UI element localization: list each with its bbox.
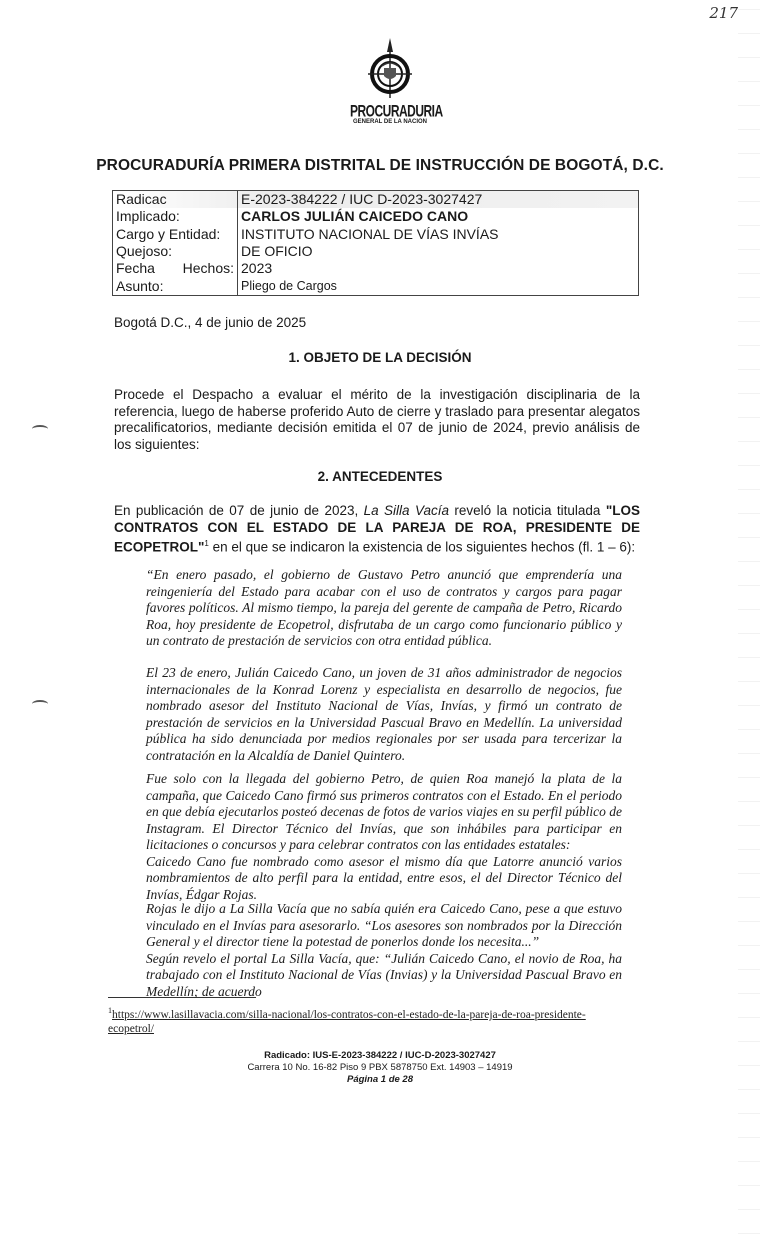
handwritten-page-number: 217	[709, 4, 738, 22]
seal-icon	[368, 38, 412, 102]
footer-page-number: Página 1 de 28	[346, 1074, 413, 1085]
section-title-objeto: 1. OBJETO DE LA DECISIÓN	[288, 350, 472, 365]
value-radicado: E-2023-384222 / IUC D-2023-3027427	[241, 191, 483, 207]
value-asunto: Pliego de Cargos	[241, 278, 337, 293]
footer-radicado: Radicado: IUS-E-2023-384222 / IUC-D-2023-3027427	[264, 1050, 496, 1061]
scan-mark	[32, 700, 48, 708]
footnote-divider	[108, 997, 256, 998]
label-fecha: Fecha	[116, 260, 155, 277]
label-asunto: Asunto:	[113, 278, 238, 296]
label-cargo-entidad: Cargo y Entidad:	[113, 226, 238, 243]
value-fecha-hechos: 2023	[241, 260, 273, 277]
quote-paragraph: Según revelo el portal La Silla Vacía, que: “Julián Caicedo Cano, el novio de Roa, ha trabajado con el Instituto Nacional de Vías (Invias) y la Universidad Pascual Bravo en Medellín; de acuerdo	[146, 950, 622, 999]
quote-paragraph: Fue solo con la llegada del gobierno Petro, de quien Roa manejó la plata de la campaña, que Caicedo Cano firmó sus primeros contratos con el Estado. En el periodo en que debía ejecutarlos posteó decenas de fotos de varios viajes en su perfil público de Instagram. El Director Técnico del Invías, que son inhábiles para participar en licitaciones o concursos y para celebrar contratos con las entidades estatales:	[146, 771, 622, 852]
intro-text: reveló la noticia titulada	[449, 503, 606, 518]
label-quejoso: Quejoso:	[113, 243, 238, 260]
paragraph-antecedentes-intro	[114, 503, 640, 556]
quote-block-2	[146, 665, 622, 764]
quote-paragraph: Rojas le dijo a La Silla Vacía que no sabía quién era Caicedo Cano, pese a que estuvo vinculado en el Invías para asesorarlo. “Los asesores son nombrados por la Dirección General y el director tiene la potestad de ponerlos donde los necesita...”	[146, 901, 622, 949]
value-quejoso: DE OFICIO	[241, 242, 313, 259]
section-title-antecedentes: 2. ANTECEDENTES	[317, 469, 443, 484]
logo-text: PROCURADURIA	[350, 101, 443, 121]
quote-block-1	[146, 567, 622, 650]
table-row	[113, 260, 639, 277]
document-heading: PROCURADURÍA PRIMERA DISTRITAL DE INSTRUCCIÓN DE BOGOTÁ, D.C.	[96, 157, 664, 174]
table-row	[113, 243, 639, 260]
quote-paragraph: Caicedo Cano fue nombrado como asesor el mismo día que Latorre anunció varios nombramientos de alto perfil para la entidad, entre esos, el del Director Técnico del Invías, Édgar Rojas.	[146, 853, 622, 902]
procuraduria-logo	[350, 38, 443, 142]
label-fecha-hechos	[113, 260, 238, 277]
paragraph-objeto: Procede el Despacho a evaluar el mérito de la investigación disciplinaria de la referencia, luego de haberse proferido Auto de cierre y traslado para presentar alegatos precalificatorios, mediante decisión emitida el 07 de junio de 2024, previo análisis de los siguientes:	[114, 387, 640, 452]
label-implicado: Implicado:	[113, 208, 238, 225]
case-info-table	[112, 190, 639, 296]
table-row	[113, 226, 639, 243]
footer-address: Carrera 10 No. 16-82 Piso 9 PBX 5878750 Ext. 14903 – 14919	[247, 1062, 513, 1073]
logo-subtext: GENERAL DE LA NACION	[352, 119, 427, 125]
value-implicado: CARLOS JULIÁN CAICEDO CANO	[241, 208, 469, 225]
date-line: Bogotá D.C., 4 de junio de 2025	[114, 315, 307, 330]
page-footer	[0, 1050, 760, 1086]
intro-text: en el que se indicaron la existencia de los siguientes hechos (fl. 1 – 6):	[208, 539, 636, 555]
footnote-ref[interactable]: 1	[204, 539, 209, 548]
table-row	[113, 278, 639, 296]
label-hechos: Hechos:	[182, 260, 234, 277]
quote-paragraph: “En enero pasado, el gobierno de Gustavo Petro anunció que emprendería una reingeniería del Estado para acabar con el uso de contratos y cargos para pagar favores políticos. Al mismo tiempo, la pareja del gerente de campaña de Petro, Ricardo Roa, hoy presidente de Ecopetrol, disfrutaba de un cargo como funcionario público y un contrato de prestación de servicios con otra entidad pública.	[146, 567, 622, 648]
scan-mark	[32, 425, 48, 433]
table-row	[113, 191, 639, 209]
footnote-link[interactable]: https://www.lasillavacia.com/silla-nacional/los-contratos-con-el-estado-de-la-pareja-de-roa-presidente-ecopetrol/	[108, 1008, 586, 1035]
quote-paragraph: El 23 de enero, Julián Caicedo Cano, un joven de 31 años administrador de negocios internacionales de la Konrad Lorenz y especialista en desarrollo de negocios, fue nombrado asesor del Instituto Nacional de Vías, Invías, y firmó un contrato de prestación de servicios en la Universidad Pascual Bravo en Medellín. La universidad pública ha sido denunciada por medios regionales por ser usada para tercerizar la contratación en la Alcaldía de Daniel Quintero.	[146, 665, 622, 763]
table-row	[113, 208, 639, 225]
footnote-number: 1	[108, 1006, 112, 1015]
value-cargo-entidad: INSTITUTO NACIONAL DE VÍAS INVÍAS	[241, 225, 499, 242]
news-title: "LOS CONTRATOS CON EL ESTADO DE LA PAREJA DE ROA, PRESIDENTE DE ECOPETROL"	[114, 503, 640, 555]
footnote	[108, 1004, 628, 1036]
label-radicado: Radicac	[113, 191, 238, 209]
intro-text: En publicación de 07 de junio de 2023,	[114, 503, 364, 518]
quote-block-3	[146, 771, 622, 903]
quote-block-4	[146, 901, 622, 1000]
source-name: La Silla Vacía	[363, 503, 449, 518]
